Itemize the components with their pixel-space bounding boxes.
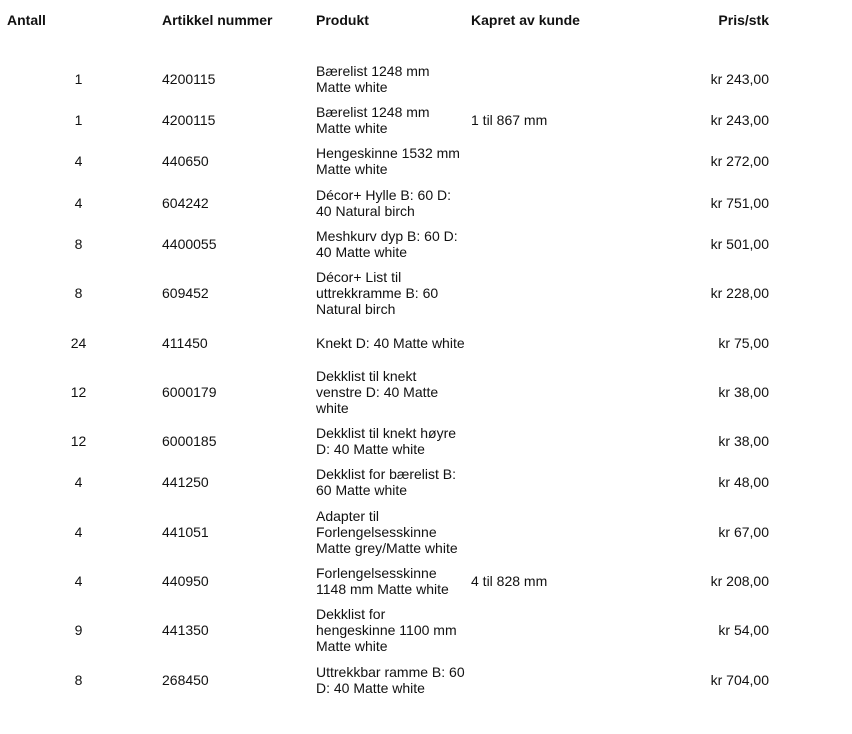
cell-produkt: Dekklist til knekt høyre D: 40 Matte white xyxy=(316,425,457,457)
cell-produkt: Dekklist til knekt venstre D: 40 Matte white xyxy=(316,368,439,416)
cell-pris-per-stk: kr 38,00 xyxy=(718,433,769,449)
cell-antall: 12 xyxy=(70,384,87,400)
table-row xyxy=(0,266,852,320)
cell-produkt: Bærelist 1248 mm Matte white xyxy=(316,104,430,136)
cell-pris-per-stk: kr 38,00 xyxy=(718,384,769,400)
cell-antall: 9 xyxy=(74,622,83,638)
cell-artikkel-nummer: 411450 xyxy=(162,335,208,351)
cell-antall: 1 xyxy=(74,112,83,128)
header-kapret-av-kunde: Kapret av kunde xyxy=(471,12,580,28)
cell-produkt: Dekklist for hengeskinne 1100 mm Matte white xyxy=(316,606,457,654)
cell-pris-per-stk: kr 751,00 xyxy=(710,195,769,211)
table-row xyxy=(0,323,852,363)
header-antall: Antall xyxy=(7,12,46,28)
cell-antall: 4 xyxy=(74,524,83,540)
cell-antall: 12 xyxy=(70,433,87,449)
cell-kapret-av-kunde: 1 til 867 mm xyxy=(471,112,548,128)
cell-pris-per-stk: kr 67,00 xyxy=(718,524,769,540)
header-produkt: Produkt xyxy=(316,12,369,28)
cell-produkt: Knekt D: 40 Matte white xyxy=(316,335,465,351)
cell-produkt: Adapter til Forlengelsesskinne Matte grey/Matte white xyxy=(316,508,458,556)
cell-artikkel-nummer: 4200115 xyxy=(162,71,216,87)
table-row xyxy=(0,183,852,223)
table-row xyxy=(0,505,852,559)
cell-pris-per-stk: kr 272,00 xyxy=(710,153,769,169)
cell-antall: 4 xyxy=(74,153,83,169)
header-pris-per-stk: Pris/stk xyxy=(718,12,769,28)
header-artikkel-nummer: Artikkel nummer xyxy=(162,12,273,28)
cell-kapret-av-kunde: 4 til 828 mm xyxy=(471,573,548,589)
cell-artikkel-nummer: 268450 xyxy=(162,672,209,688)
cell-artikkel-nummer: 604242 xyxy=(162,195,209,211)
cell-artikkel-nummer: 440650 xyxy=(162,153,209,169)
cell-pris-per-stk: kr 48,00 xyxy=(718,474,769,490)
cell-produkt: Bærelist 1248 mm Matte white xyxy=(316,63,430,95)
cell-antall: 4 xyxy=(74,195,83,211)
cell-antall: 1 xyxy=(74,71,83,87)
cell-artikkel-nummer: 441051 xyxy=(162,524,209,540)
cell-pris-per-stk: kr 228,00 xyxy=(710,285,769,301)
cell-antall: 4 xyxy=(74,573,83,589)
cell-artikkel-nummer: 609452 xyxy=(162,285,209,301)
cell-artikkel-nummer: 441250 xyxy=(162,474,209,490)
cell-antall: 4 xyxy=(74,474,83,490)
cell-pris-per-stk: kr 208,00 xyxy=(710,573,769,589)
cell-pris-per-stk: kr 75,00 xyxy=(718,335,769,351)
cell-pris-per-stk: kr 501,00 xyxy=(710,236,769,252)
table-row xyxy=(0,224,852,264)
cell-artikkel-nummer: 6000179 xyxy=(162,384,217,400)
cell-produkt: Dekklist for bærelist B: 60 Matte white xyxy=(316,466,457,498)
cell-artikkel-nummer: 441350 xyxy=(162,622,209,638)
table-row xyxy=(0,603,852,657)
table-row xyxy=(0,561,852,601)
cell-antall: 8 xyxy=(74,672,83,688)
cell-antall: 24 xyxy=(70,335,87,351)
table-row xyxy=(0,462,852,502)
cell-artikkel-nummer: 6000185 xyxy=(162,433,217,449)
cell-produkt: Décor+ Hylle B: 60 D: 40 Natural birch xyxy=(316,187,451,219)
cell-pris-per-stk: kr 243,00 xyxy=(710,112,769,128)
cell-pris-per-stk: kr 54,00 xyxy=(718,622,769,638)
cell-antall: 8 xyxy=(74,285,83,301)
table-row xyxy=(0,365,852,419)
table-row xyxy=(0,141,852,181)
cell-artikkel-nummer: 4400055 xyxy=(162,236,217,252)
table-row xyxy=(0,421,852,461)
cell-produkt: Forlengelsesskinne 1148 mm Matte white xyxy=(316,565,449,597)
cell-pris-per-stk: kr 243,00 xyxy=(710,71,769,87)
cell-produkt: Uttrekkbar ramme B: 60 D: 40 Matte white xyxy=(316,664,465,696)
table-row xyxy=(0,100,852,140)
table-row xyxy=(0,59,852,99)
cell-produkt: Meshkurv dyp B: 60 D: 40 Matte white xyxy=(316,228,458,260)
cell-pris-per-stk: kr 704,00 xyxy=(710,672,769,688)
cell-artikkel-nummer: 4200115 xyxy=(162,112,216,128)
table-row xyxy=(0,660,852,700)
cell-produkt: Décor+ List til uttrekkramme B: 60 Natural birch xyxy=(316,269,439,317)
cell-artikkel-nummer: 440950 xyxy=(162,573,209,589)
cell-antall: 8 xyxy=(74,236,83,252)
cell-produkt: Hengeskinne 1532 mm Matte white xyxy=(316,145,460,177)
